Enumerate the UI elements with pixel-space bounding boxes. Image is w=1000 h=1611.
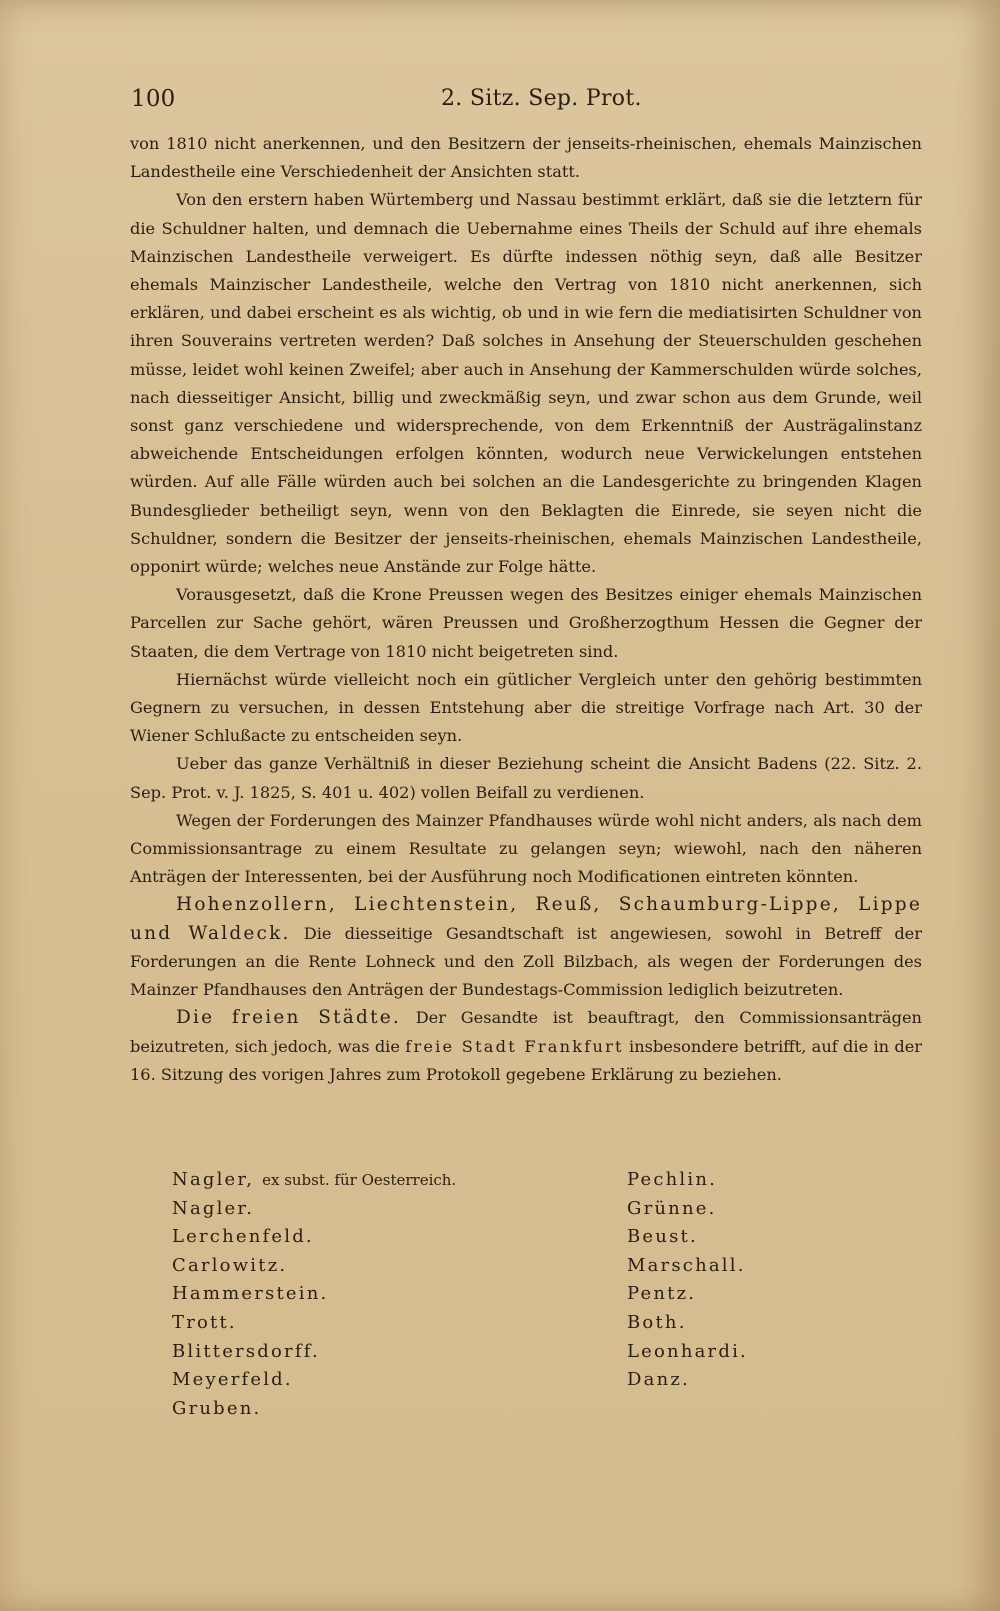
- signature: Nagler.: [172, 1197, 255, 1219]
- paragraph-8-body-after: insbesondere betrifft, auf die in der 16. Sitzung des vorigen Jahres zum Protokoll gegebene Erklärung zu beziehen.: [130, 1036, 923, 1084]
- paragraph-1: von 1810 nicht anerkennen, und den Besitzern der jenseits-rheinischen, ehemals Mainzischen Landestheile eine Verschiedenheit der Ansichten statt.: [130, 134, 922, 182]
- signature: Hammerstein.: [172, 1283, 329, 1305]
- signature: Grünne.: [627, 1197, 717, 1219]
- signature: Beust.: [627, 1226, 698, 1248]
- signature: Trott.: [172, 1311, 237, 1333]
- paragraph-8: [130, 1004, 922, 1089]
- signature: Pechlin.: [627, 1169, 718, 1190]
- signatures-left-column: [172, 1166, 552, 1423]
- signature: Carlowitz.: [172, 1254, 288, 1276]
- signature: Marschall.: [627, 1254, 746, 1276]
- page-header: [131, 86, 911, 118]
- frankfurt-city: freie Stadt Frankfurt: [405, 1036, 624, 1056]
- paragraph-6: Wegen der Forderungen des Mainzer Pfandhauses würde wohl nicht anders, als nach dem Commissionsantrage zu einem Resultate zu gelangen seyn; wiewohl, nach den näheren Anträgen der Interessenten, bei der Ausführung noch Modificationen eintreten könnten.: [130, 810, 922, 887]
- paragraph-5: Ueber das ganze Verhältniß in dieser Beziehung scheint die Ansicht Badens (22. Sitz. 2. Sep. Prot. v. J. 1825, S. 401 u. 402) vollen Beifall zu verdienen.: [130, 754, 922, 802]
- states-heading: Hohenzollern, Liechtenstein, Reuß, Schaumburg-Lippe, Lippe und Waldeck.: [130, 894, 922, 944]
- signature: Pentz.: [627, 1283, 697, 1305]
- signature-name: Nagler,: [172, 1169, 255, 1190]
- paragraph-3: Vorausgesetzt, daß die Krone Preussen wegen des Besitzes einiger ehemals Mainzischen Parcellen zur Sache gehört, wären Preussen und Großherzogthum Hessen die Gegner der Staaten, die dem Vertrage von 1810 nicht beigetreten sind.: [130, 585, 922, 661]
- signature: [172, 1166, 552, 1195]
- signature: Meyerfeld.: [172, 1369, 293, 1391]
- paragraph-8-body-before: Der Gesandte ist beauftragt, den Commissionsanträgen beizutreten, sich jedoch, was die: [130, 1008, 922, 1056]
- signature: Leonhardi.: [627, 1340, 748, 1362]
- signature-note: ex subst. für Oesterreich.: [262, 1171, 457, 1189]
- signature: Lerchenfeld.: [172, 1226, 314, 1248]
- paragraph-2: Von den erstern haben Würtemberg und Nassau bestimmt erklärt, daß sie die letztern für die Schuldner halten, und demnach die Uebernahme eines Theils der Schuld auf ihre ehemals Mainzischen Landestheile verweigert. Es dürfte indessen nöthig seyn, daß alle Besitzer ehemals Mainzischer Landestheile, welche den Vertrag von 1810 nicht anerkennen, sich erklären, und dabei erscheint es als wichtig, ob und in wie fern die mediatisirten Schuldner von ihren Souverains vertreten werden? Daß solches in Ansehung der Steuerschulden geschehen müsse, leidet wohl keinen Zweifel; aber auch in Ansehung der Kammerschulden würde solches, nach diesseitiger Ansicht, billig und zweckmäßig seyn, und zwar schon aus dem Grunde, weil sonst ganz verschiedene und widersprechende, von dem Erkenntniß der Austrägalinstanz abweichende Entscheidungen erfolgen könnten, wodurch neue Verwickelungen entstehen würden. Auf alle Fälle würden auch bei solchen an die Landesgerichte zu bringenden Klagen Bundesglieder betheiligt seyn, wenn von den Beklagten die Einrede, sie seyen nicht die Schuldner, sondern die Besitzer der jenseits-rheinischen, ehemals Mainzischen Landestheile, opponirt würde; welches neue Anstände zur Folge hätte.: [130, 190, 922, 577]
- paragraph-4: Hiernächst würde vielleicht noch ein gütlicher Vergleich unter den gehörig bestimmten Gegnern zu versuchen, in dessen Entstehung aber die streitige Vorfrage nach Art. 30 der Wiener Schlußacte zu entscheiden seyn.: [130, 669, 922, 746]
- paragraph-7-body: Die diesseitige Gesandtschaft ist angewiesen, sowohl in Betreff der Forderungen an die Rente Lohneck und den Zoll Bilzbach, als wegen der Forderungen des Mainzer Pfandhauses den Anträgen der Bundestags-Commission lediglich beizutreten.: [130, 923, 922, 1000]
- signature: Both.: [627, 1311, 687, 1333]
- paragraph-7: [130, 891, 922, 1004]
- signature: Gruben.: [172, 1397, 262, 1419]
- signature: Danz.: [627, 1369, 690, 1391]
- running-head: 2. Sitz. Sep. Prot.: [441, 86, 642, 111]
- signature: Blittersdorff.: [172, 1340, 320, 1362]
- body-text: [130, 130, 922, 1089]
- free-cities-heading: Die freien Städte.: [176, 1007, 401, 1029]
- signatures-right-column: [627, 1166, 827, 1395]
- page-number: 100: [131, 86, 176, 112]
